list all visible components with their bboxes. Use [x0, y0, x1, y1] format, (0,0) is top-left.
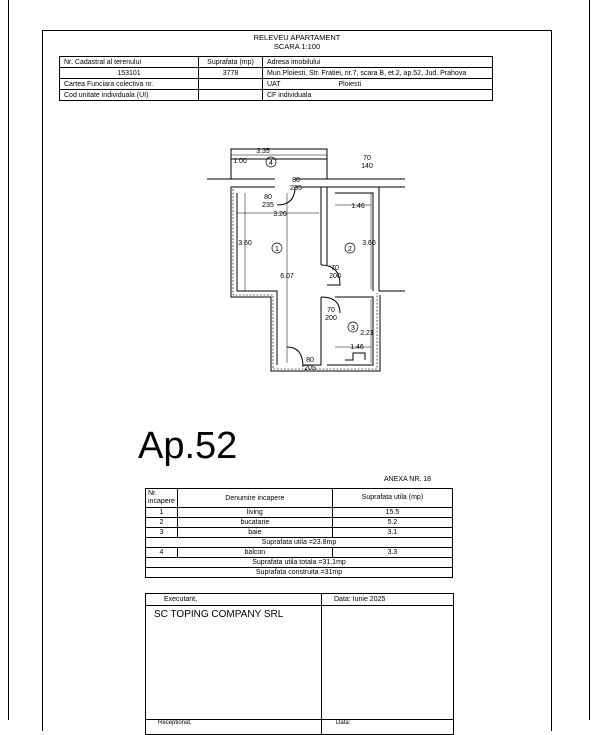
cod-ui-value [199, 90, 263, 101]
page-edge-left [8, 0, 9, 720]
room-nr: 1 [146, 508, 178, 518]
executant-box [145, 593, 454, 735]
page-edge-right [589, 0, 590, 720]
dim-top-width: 3.35 [256, 148, 270, 155]
suprafata-value: 3778 [199, 68, 263, 79]
bath-fixture [345, 353, 365, 360]
table-row [146, 508, 453, 518]
col-header-nr: Nr. incapere [146, 489, 178, 508]
hall-wall [303, 297, 321, 365]
window-balcony-right-top: 70 [363, 155, 371, 162]
door-kitchen-top: 70 [331, 265, 339, 272]
executant-header-line [146, 605, 453, 606]
floor-plan [195, 135, 425, 380]
door-kitchen-bottom: 200 [329, 273, 341, 280]
cartea-funciara-label: Cartea Funciara colectiva nr. [60, 79, 199, 90]
room-name: living [177, 508, 332, 518]
entry-door-arc [287, 347, 303, 367]
balcony-name: balcon [177, 548, 332, 558]
company-name: SC TOPING COMPANY SRL [154, 609, 284, 620]
dim-living-total: 6.07 [280, 273, 294, 280]
table-row [146, 518, 453, 528]
room-number-3: 3 [351, 325, 355, 332]
date-label: Data: Iunie 2025 [334, 596, 386, 603]
executant-label: Executant, [164, 596, 198, 603]
receptionat-label: Receptionat, [158, 720, 192, 726]
rooms-table [145, 488, 453, 578]
uat-label: UAT [267, 80, 281, 88]
adresa-value: Mun.Ploiesti, Str. Fratiei, nr.7, scara B, et.2, ap.52, Jud. Prahova [263, 68, 493, 79]
dim-bath-width: 1.46 [350, 344, 364, 351]
receptionat-date-label: Data: [336, 720, 351, 726]
balcony-area: 3.3 [332, 548, 452, 558]
window-balcony-right-bottom: 140 [361, 163, 373, 170]
door-balcony-top: 80 [292, 177, 300, 184]
nr-cadastral-value: 153101 [60, 68, 199, 79]
window-living-bottom: 235 [262, 202, 274, 209]
room-nr: 3 [146, 528, 178, 538]
room-area: 3.1 [332, 528, 452, 538]
total-utila-row: Suprafata utila totala =31.1mp [146, 558, 453, 568]
cartea-funciara-value [199, 79, 263, 90]
suprafata-label: Suprafata (mp) [199, 57, 263, 68]
room-nr: 2 [146, 518, 178, 528]
room-area: 15.5 [332, 508, 452, 518]
adresa-label: Adresa imobilului [263, 57, 493, 68]
inner-finish-line [233, 189, 377, 369]
cod-ui-label: Cod unitate individuala (UI) [60, 90, 199, 101]
subtotal-row: Suprafata utila =23.8mp [146, 538, 453, 548]
table-row [146, 548, 453, 558]
door-entry-bottom: 205 [304, 365, 316, 372]
dim-bath-height: 2.21 [360, 330, 374, 337]
total-construita-row: Suprafata construita =31mp [146, 568, 453, 578]
anexa-label: ANEXA NR. 18 [384, 476, 432, 483]
executant-divider [321, 594, 322, 734]
door-balcony-bottom: 235 [290, 185, 302, 192]
dim-living-width: 3.26 [273, 211, 287, 218]
room-name: baie [177, 528, 332, 538]
dim-balcony-depth: 1.00 [233, 158, 247, 165]
dim-kitchen-height: 3.60 [362, 240, 376, 247]
col-header-name: Denumire incapere [177, 489, 332, 508]
nr-cadastral-label: Nr. Cadastral al terenului [60, 57, 199, 68]
document-scale: SCARA 1:100 [273, 42, 321, 51]
apartment-label: Ap.52 [138, 425, 238, 467]
cadastral-table [59, 56, 493, 101]
uat-value: Ploiesti [338, 80, 362, 88]
dim-kitchen-width: 1.46 [351, 203, 365, 210]
table-row [146, 528, 453, 538]
dim-living-height: 3.60 [238, 240, 252, 247]
window-living-top: 80 [264, 194, 272, 201]
room-name: bucatarie [177, 518, 332, 528]
room-number-2: 2 [348, 246, 352, 253]
col-header-area: Suprafata utila (mp) [332, 489, 452, 508]
room-number-4: 4 [269, 160, 273, 167]
door-bath-top: 70 [327, 307, 335, 314]
kitchen-outer-wall [379, 187, 405, 291]
balcony-nr: 4 [146, 548, 178, 558]
cf-individuala-label: CF individuala [263, 90, 493, 101]
door-entry-top: 80 [306, 357, 314, 364]
door-bath-bottom: 200 [325, 315, 337, 322]
room-number-1: 1 [275, 246, 279, 253]
uat-cell [263, 79, 493, 90]
document-title: RELEVEU APARTAMENT [253, 33, 341, 42]
room-area: 5.2 [332, 518, 452, 528]
